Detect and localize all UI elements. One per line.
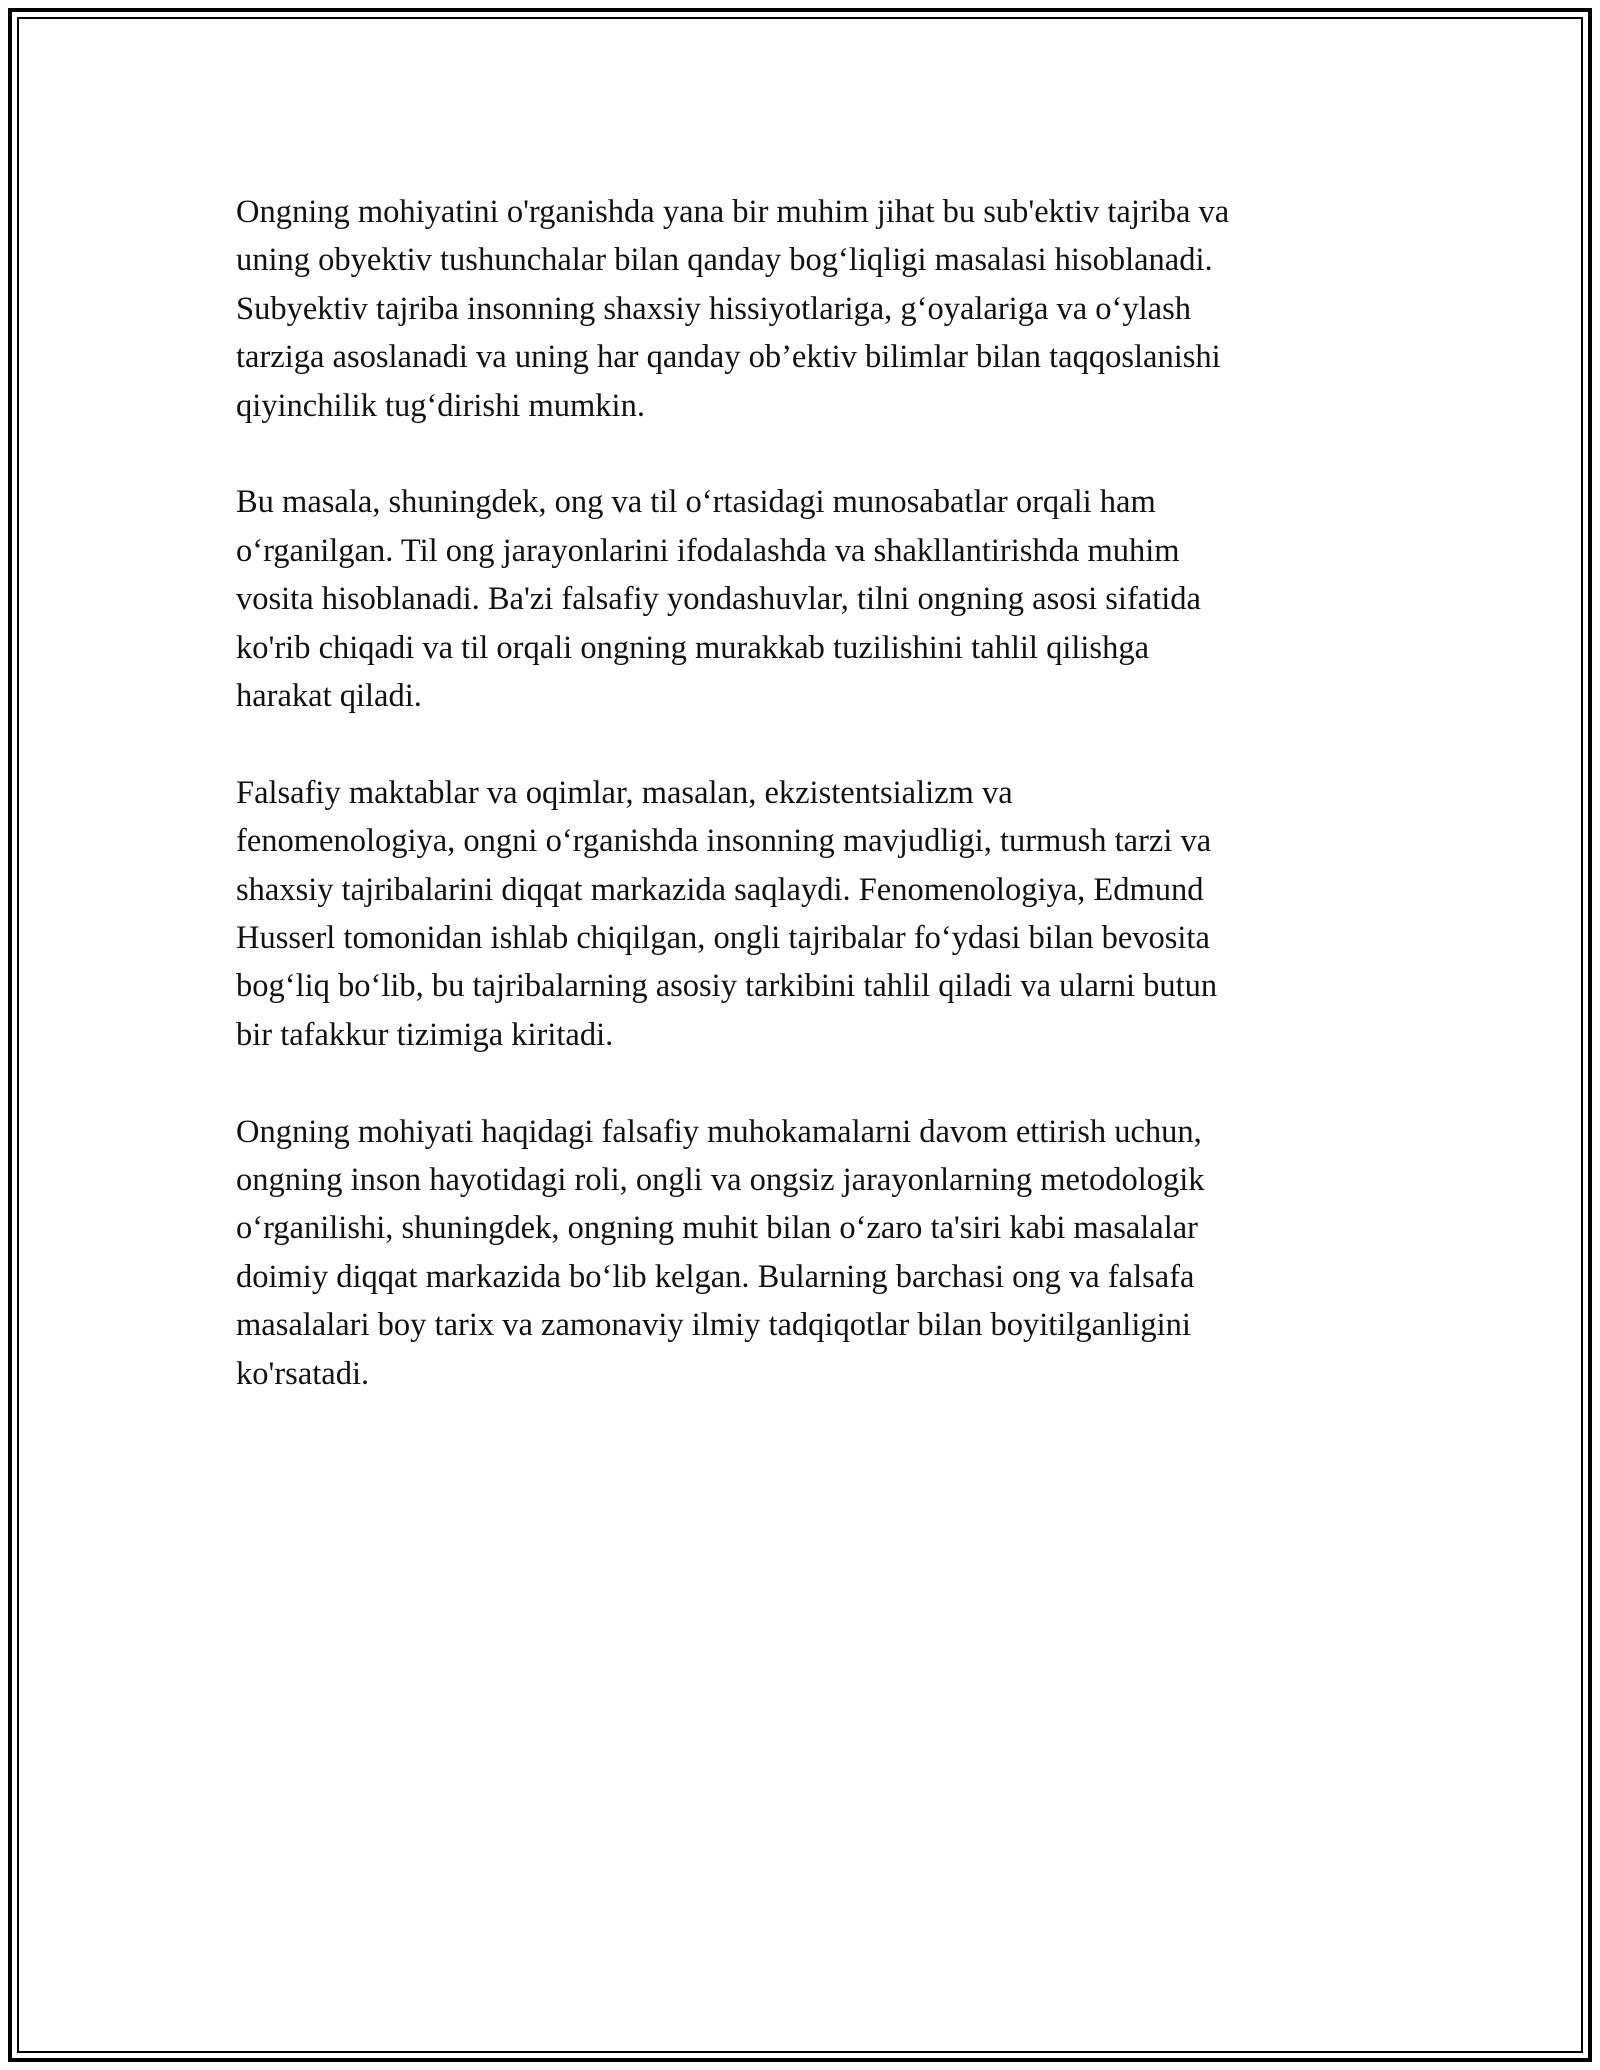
paragraph-2 xyxy=(236,478,1376,720)
text-line: shaxsiy tajribalarini diqqat markazida saqlaydi. Fenomenologiya, Edmund xyxy=(236,871,1204,908)
text-line: ongning inson hayotidagi roli, ongli va ongsiz jarayonlarning metodologik xyxy=(236,1162,1205,1199)
text-line: ko'rsatadi. xyxy=(236,1355,370,1392)
text-line: uning obyektiv tushunchalar bilan qanday bog‘liqligi masalasi hisoblanadi. xyxy=(236,242,1213,279)
text-line: masalalari boy tarix va zamonaviy ilmiy tadqiqotlar bilan boyitilganligini xyxy=(236,1307,1191,1344)
paragraph-4 xyxy=(236,1108,1376,1398)
document-body xyxy=(236,188,1376,1447)
text-line: doimiy diqqat markazida bo‘lib kelgan. Bularning barchasi ong va falsafa xyxy=(236,1258,1195,1295)
text-line: vosita hisoblanadi. Ba'zi falsafiy yondashuvlar, tilni ongning asosi sifatida xyxy=(236,581,1201,618)
paragraph-1 xyxy=(236,188,1376,430)
text-line: o‘rganilgan. Til ong jarayonlarini ifodalashda va shakllantirishda muhim xyxy=(236,532,1180,569)
text-line: qiyinchilik tug‘dirishi mumkin. xyxy=(236,387,645,424)
text-line: ko'rib chiqadi va til orqali ongning murakkab tuzilishini tahlil qilishga xyxy=(236,629,1149,666)
text-line: Subyektiv tajriba insonning shaxsiy hissiyotlariga, g‘oyalariga va o‘ylash xyxy=(236,290,1191,327)
text-line: Bu masala, shuningdek, ong va til o‘rtasidagi munosabatlar orqali ham xyxy=(236,484,1156,521)
paragraph-3 xyxy=(236,769,1376,1059)
text-line: Ongning mohiyati haqidagi falsafiy muhokamalarni davom ettirish uchun, xyxy=(236,1113,1202,1150)
text-line: Husserl tomonidan ishlab chiqilgan, ongli tajribalar fo‘ydasi bilan bevosita xyxy=(236,920,1210,957)
text-line: bog‘liq bo‘lib, bu tajribalarning asosiy tarkibini tahlil qiladi va ularni butun xyxy=(236,968,1218,1005)
text-line: fenomenologiya, ongni o‘rganishda insonning mavjudligi, turmush tarzi va xyxy=(236,823,1212,860)
text-line: Falsafiy maktablar va oqimlar, masalan, ekzistentsializm va xyxy=(236,774,1013,811)
text-line: tarziga asoslanadi va uning har qanday ob’ektiv bilimlar bilan taqqoslanishi xyxy=(236,339,1221,376)
text-line: o‘rganilishi, shuningdek, ongning muhit bilan o‘zaro ta'siri kabi masalalar xyxy=(236,1210,1199,1247)
text-line: harakat qiladi. xyxy=(236,678,422,715)
text-line: Ongning mohiyatini o'rganishda yana bir muhim jihat bu sub'ektiv tajriba va xyxy=(236,194,1230,230)
text-line: bir tafakkur tizimiga kiritadi. xyxy=(236,1016,614,1053)
